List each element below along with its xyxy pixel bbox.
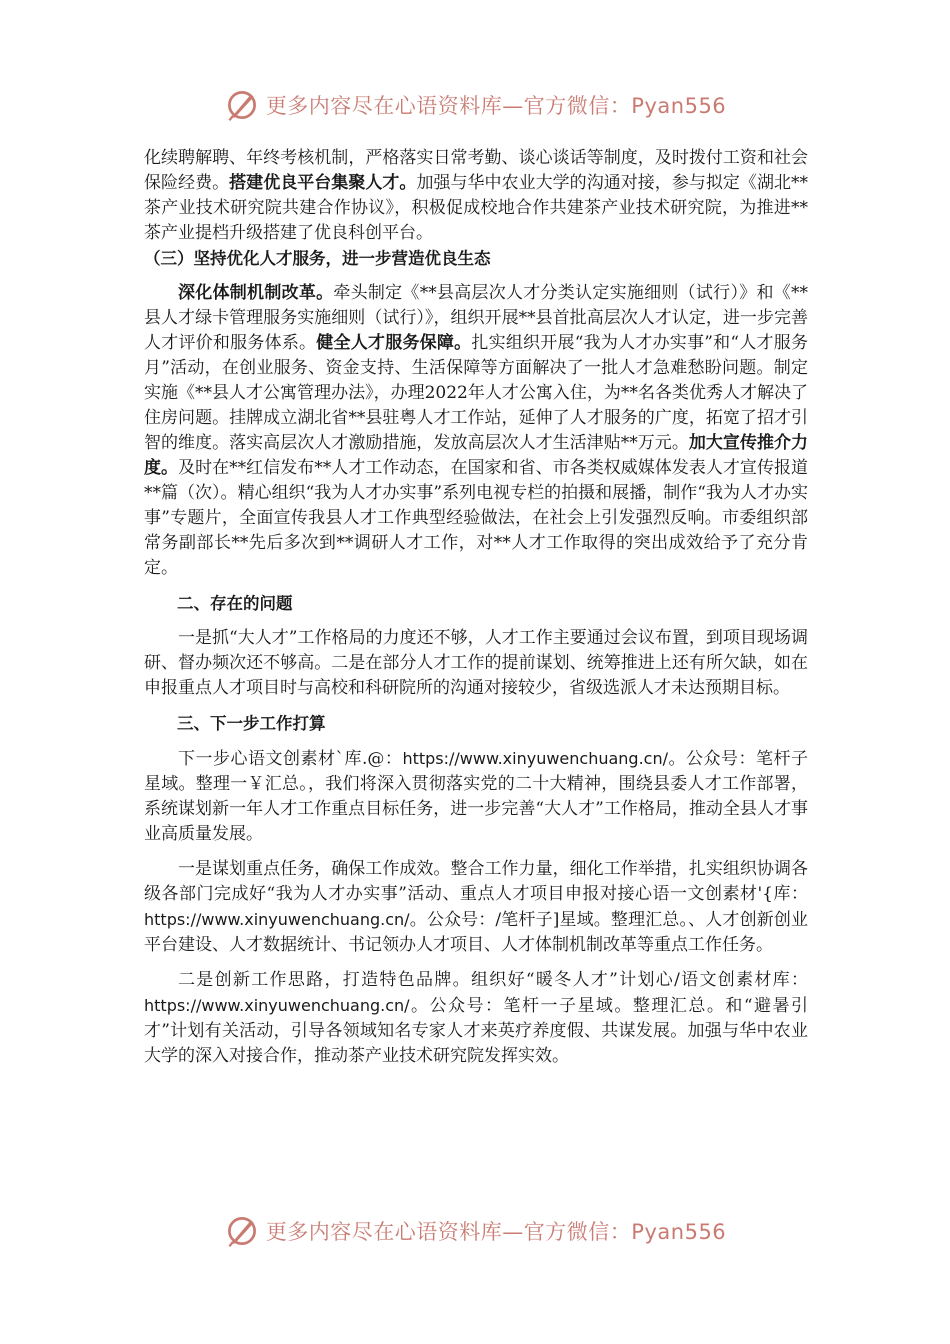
url-link[interactable]: https://www.xinyuwenchuang.cn/	[402, 749, 668, 768]
bold-run: 加大宣传推介力度。	[144, 433, 809, 478]
document-body	[144, 146, 808, 1069]
paragraph-plan-intro: 下一步心语文创素材`库.@：https://www.xinyuwenchuang.cn/。公众号：笔杆子星域。整理一￥汇总。，我们将深入贯彻落实党的二十大精神，围绕县委人才工作部署，系统谋划新一年人才工作重点目标任务，进一步完善“大人才”工作格局，推动全县人才事业高质量发展。	[144, 749, 809, 844]
bold-run: 深化体制机制改革。	[178, 283, 334, 303]
section-heading-3: （三）坚持优化人才服务，进一步营造优良生态	[144, 249, 491, 268]
header-watermark-banner	[0, 85, 950, 125]
url-link[interactable]: https://www.xinyuwenchuang.cn/	[144, 996, 410, 1015]
bold-run: 搭建优良平台集聚人才。	[229, 173, 417, 193]
section-heading-plan: 三、下一步工作打算	[177, 714, 326, 733]
section-heading-problems: 二、存在的问题	[177, 594, 293, 613]
paragraph-problems: 一是抓“大人才”工作格局的力度还不够，人才工作主要通过会议布置，到项目现场调研、督办频次还不够高。二是在部分人才工作的提前谋划、统筹推进上还有所欠缺，如在申报重点人才项目时与高校和科研院所的沟通对接较少，省级选派人才未达预期目标。	[144, 628, 808, 698]
paragraph-talent-platform: 化续聘解聘、年终考核机制，严格落实日常考勤、谈心谈话等制度，及时拨付工资和社会保险经费。搭建优良平台集聚人才。加强与华中农业大学的沟通对接，参与拟定《湖北**茶产业技术研究院共建合作协议》，积极促成校地合作共建茶产业技术研究院，为推进**茶产业提档升级搭建了优良科创平台。	[144, 148, 809, 243]
url-link[interactable]: https://www.xinyuwenchuang.cn/	[144, 910, 410, 929]
watermark-text: 更多内容尽在心语资料库—官方微信：Pyan556	[265, 94, 727, 118]
paragraph-plan-task-1: 一是谋划重点任务，确保工作成效。整合工作力量，细化工作举措，扎实组织协调各级各部门完成好“我为人才办实事”活动、重点人才项目申报对接心语一文创素材'{库：https://www.xinyuwenchuang.cn/。公众号：/笔杆子]星域。整理汇总。、人才创新创业平台建设、人才数据统计、书记领办人才项目、人才体制机制改革等重点工作任务。	[144, 859, 808, 955]
quill-logo-icon	[224, 87, 260, 123]
quill-logo-icon	[224, 1213, 260, 1249]
paragraph-service-reform: 深化体制机制改革。牵头制定《**县高层次人才分类认定实施细则（试行）》和《**县人才绿卡管理服务实施细则（试行）》，组织开展**县首批高层次人才认定，进一步完善人才评价和服务体系。健全人才服务保障。扎实组织开展“我为人才办实事”和“人才服务月”活动，在创业服务、资金支持、生活保障等方面解决了一批人才急难愁盼问题。制定实施《**县人才公寓管理办法》，办理2022年人才公寓入住，为**名各类优秀人才解决了住房问题。挂牌成立湖北省**县驻粤人才工作站，延伸了人才服务的广度，拓宽了招才引智的维度。落实高层次人才激励措施，发放高层次人才生活津贴**万元。加大宣传推介力度。及时在**红信发布**人才工作动态，在国家和省、市各类权威媒体发表人才宣传报道**篇（次）。精心组织“我为人才办实事”系列电视专栏的拍摄和展播，制作“我为人才办实事”专题片，全面宣传我县人才工作典型经验做法，在社会上引发强烈反响。市委组织部常务副部长**先后多次到**调研人才工作，对**人才工作取得的突出成效给予了充分肯定。	[144, 283, 809, 578]
paragraph-plan-task-2: 二是创新工作思路，打造特色品牌。组织好“暖冬人才”计划心/语文创素材库：https://www.xinyuwenchuang.cn/。公众号：笔杆一子星域。整理汇总。和“避暑引才”计划有关活动，引导各领域知名专家人才来英疗养度假、共谋发展。加强与华中农业大学的深入对接合作，推动茶产业技术研究院发挥实效。	[144, 970, 808, 1066]
footer-watermark-banner	[0, 1211, 950, 1251]
bold-run: 健全人才服务保障。	[316, 333, 472, 353]
watermark-text: 更多内容尽在心语资料库—官方微信：Pyan556	[265, 1220, 727, 1244]
